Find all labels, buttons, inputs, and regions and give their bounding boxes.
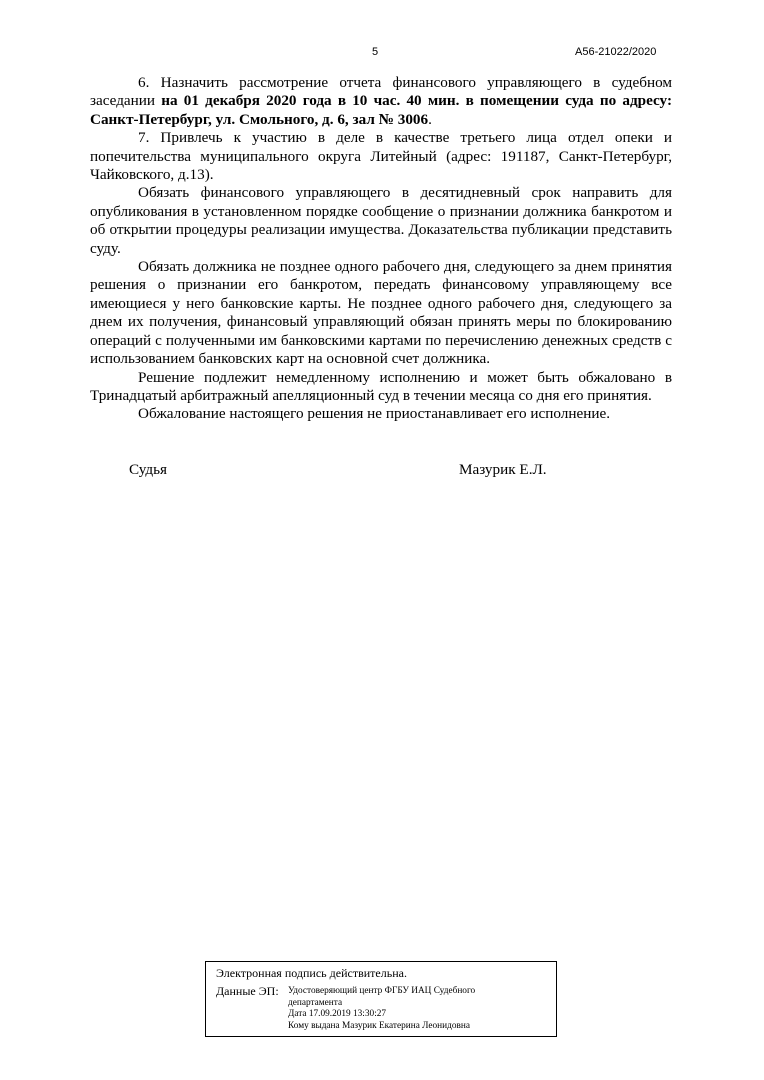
electronic-signature-stamp [205, 961, 557, 1037]
signature-valid-text: Электронная подпись действительна. [216, 966, 407, 980]
signature-date: Дата 17.09.2019 13:30:27 [288, 1009, 387, 1019]
signature-issuer-line2: департамента [288, 997, 343, 1008]
paragraph-third-party: 7. Привлечь к участию в деле в качестве третьего лица отдел опеки и попечительства муниципального округа Литейный (адрес: 191187, Санкт-Петербург, Чайковского, д.13). [90, 129, 672, 184]
paragraph-hearing-text: 6. Назначить рассмотрение отчета финансового управляющего в судебном заседании [90, 74, 672, 110]
paragraph-publication: Обязать финансового управляющего в десятидневный срок направить для опубликования в установленном порядке сообщение о признании должника банкротом и об открытии процедуры реализации имущества. Доказательства публикации представить суду. [90, 184, 672, 257]
signature-details [288, 986, 475, 1032]
hearing-date-address: на 01 декабря 2020 года в 10 час. 40 мин. в помещении суда по адресу: Санкт-Петербург, ул. Смольного, д. 6, зал № 3006 [90, 92, 672, 128]
signature-data-label: Данные ЭП: [216, 984, 279, 998]
paragraph-appeal: Решение подлежит немедленному исполнению и может быть обжаловано в Тринадцатый арбитражный апелляционный суд в течении месяца со дня его принятия. [90, 368, 672, 404]
judge-title: Судья [129, 461, 168, 478]
signature-issued-to: Кому выдана Мазурик Екатерина Леонидовна [288, 1020, 470, 1031]
page-number: 5 [372, 46, 379, 58]
signature-issuer-line1: Удостоверяющий центр ФГБУ ИАЦ Судебного [288, 986, 476, 996]
judge-name: Мазурик Е.Л. [459, 461, 547, 478]
paragraph-hearing-end: . [428, 110, 432, 128]
paragraph-bank-cards: Обязать должника не позднее одного рабочего дня, следующего за днем принятия решения о признании его банкротом, передать финансовому управляющему все имеющиеся у него банковские карты. Не позднее одного рабочего дня, следующего за днем их получения, финансовый управляющий обязан принять меры по блокированию операций с полученными им банковскими картами по перечислению денежных средств с использованием банковских карт на основной счет должника. [90, 258, 672, 368]
paragraph-execution: Обжалование настоящего решения не приостанавливает его исполнение. [138, 405, 611, 423]
document-body [90, 74, 672, 424]
paragraph-hearing [90, 74, 672, 129]
case-number: А56-21022/2020 [575, 46, 657, 58]
